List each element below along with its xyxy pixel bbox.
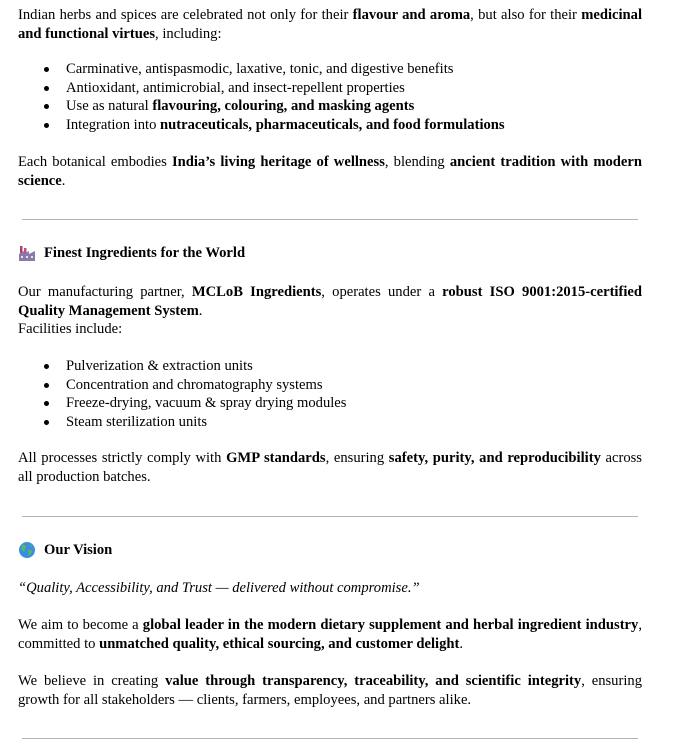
text-run: , ensuring [325,450,389,466]
text-run: , blending [384,154,450,170]
text-run: We believe in creating [18,673,166,689]
bold-text: MCLoB Ingredients [191,284,322,300]
facilities-label: Facilities include: [18,321,123,337]
section-divider [22,516,638,517]
bold-text: flavour and aroma [352,7,471,23]
text-run: . [198,302,203,319]
bullet-icon [44,86,49,91]
bold-text: robust ISO 9001:2015-certified Quality Management System [18,284,642,319]
vision-heading [18,541,112,559]
partner-paragraph [18,283,642,320]
intro-benefits-list [18,60,642,134]
bold-text: value through transparency, traceability, and scientific integrity [165,673,582,689]
bold-text: safety, purity, and reproducibility [388,450,601,466]
text-run: , committed to [18,617,642,652]
bullet-icon [44,401,49,406]
list-item [18,376,642,395]
text-run: Use as natural [66,98,153,114]
list-item [18,116,642,135]
text-run: Concentration and chromatography systems [66,376,323,393]
gmp-paragraph [18,449,642,486]
globe-icon [18,541,36,559]
text-run: . [459,635,464,652]
bold-text: India’s living heritage of wellness [171,154,385,170]
text-run: , ensuring growth for all stakeholders — clients, farmers, employees, and partners alike. [18,673,642,708]
text-run: , but also for their [470,7,582,23]
text-run: Indian herbs and spices are celebrated not only for their [18,7,353,23]
text-run: Our manufacturing partner, [18,284,192,300]
ingredients-title: Finest Ingredients for the World [44,245,246,261]
bold-text: medicinal and functional virtues [18,7,642,42]
bullet-icon [44,123,49,128]
bullet-icon [44,67,49,72]
section-divider [22,738,638,739]
bold-text: unmatched quality, ethical sourcing, and customer delight [99,635,460,652]
bullet-icon [44,383,49,388]
bullet-icon [44,420,49,425]
list-item [18,97,642,116]
text-run: Antioxidant, antimicrobial, and insect-repellent properties [66,79,405,96]
vision-title: Our Vision [44,542,113,558]
text-run: All processes strictly comply with [18,450,227,466]
vision-quote: “Quality, Accessibility, and Trust — delivered without compromise.” [18,580,420,596]
text-run: across all production batches. [18,450,642,485]
text-run: , operates under a [321,284,443,300]
bold-text: nutraceuticals, pharmaceuticals, and food formulations [160,116,505,133]
heritage-paragraph [18,153,642,190]
bold-text: global leader in the modern dietary supplement and herbal ingredient industry [142,617,639,633]
list-item [18,60,642,79]
text-run: Carminative, antispasmodic, laxative, tonic, and digestive benefits [66,61,454,77]
bold-text: GMP standards [226,450,326,466]
values-paragraph [18,672,642,709]
text-run: We aim to become a [18,617,143,633]
list-item [18,394,642,413]
text-run: Integration into [66,116,161,133]
text-run: . [61,172,66,189]
bold-text: flavouring, colouring, and masking agents [152,98,415,114]
bullet-icon [44,104,49,109]
list-item [18,357,642,376]
bold-text: ancient tradition with modern science [18,154,642,189]
text-run: Pulverization & extraction units [66,358,253,374]
text-run: , including: [155,25,222,42]
list-item [18,79,642,98]
list-item [18,413,642,432]
section-divider [22,219,638,220]
vision-paragraph [18,616,642,653]
facilities-list [18,357,642,431]
bullet-icon [44,364,49,369]
text-run: Each botanical embodies [18,154,172,170]
intro-paragraph [18,6,642,43]
ingredients-heading [18,244,245,262]
text-run: Steam sterilization units [66,413,208,430]
factory-icon [18,244,36,262]
text-run: Freeze-drying, vacuum & spray drying modules [66,395,347,411]
